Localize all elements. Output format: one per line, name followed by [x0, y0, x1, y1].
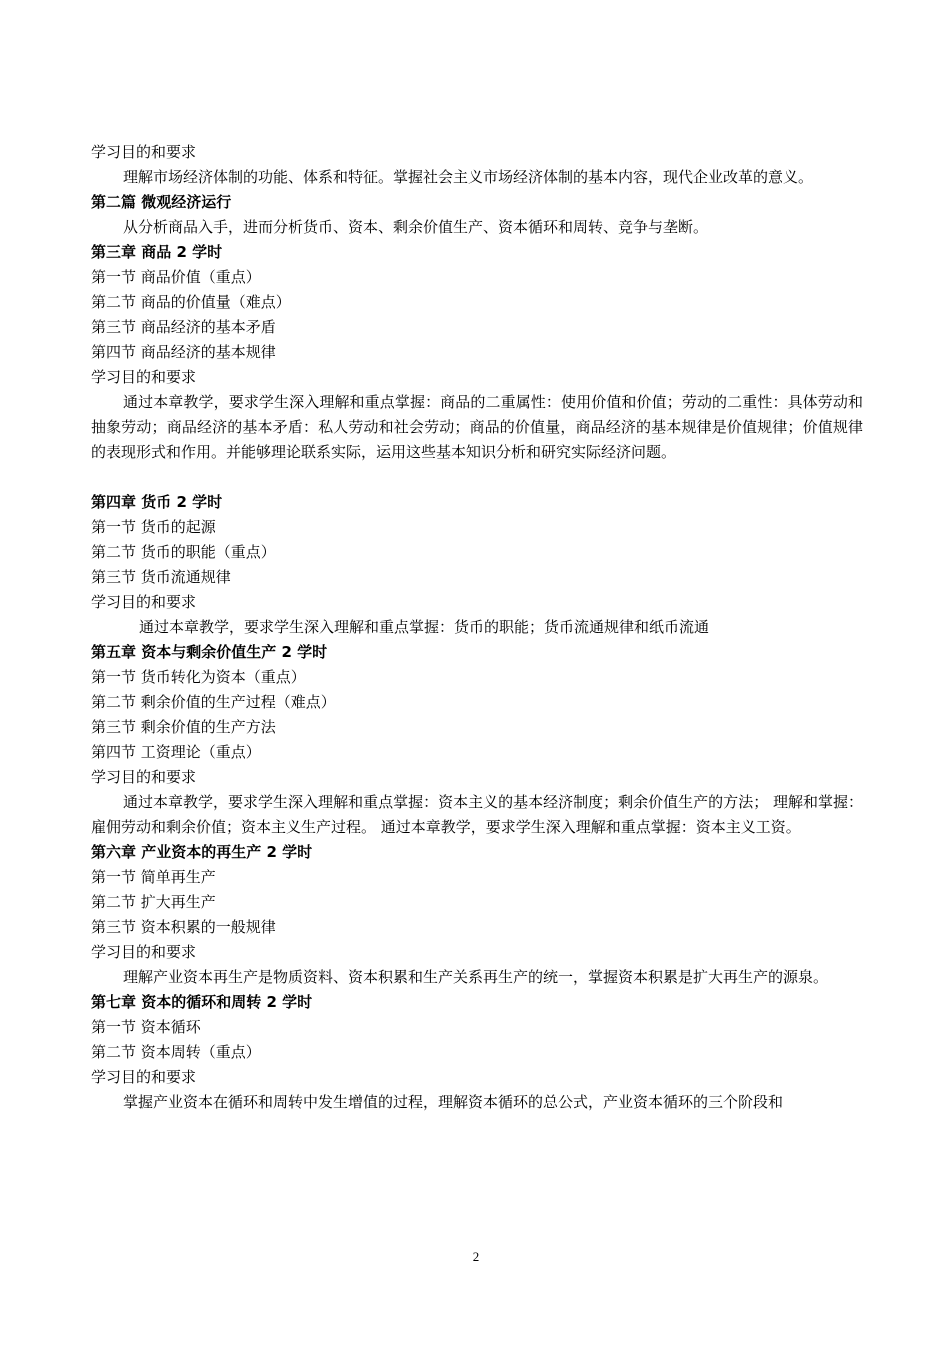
- section-item: 第二节 扩大再生产: [91, 893, 216, 911]
- goal-paragraph: 理解市场经济体制的功能、体系和特征。掌握社会主义市场经济体制的基本内容，现代企业改革的意义。: [123, 168, 814, 186]
- section-item: 第四节 工资理论（重点）: [91, 743, 261, 761]
- page-number: 2: [472, 1249, 480, 1264]
- goal-label: 学习目的和要求: [91, 768, 197, 786]
- section-item: 第三节 货币流通规律: [91, 568, 231, 586]
- section-item: 第二节 货币的职能（重点）: [91, 543, 276, 561]
- chapter-title: 第五章 资本与剩余价值生产 2 学时: [91, 643, 328, 661]
- section-item: 第一节 商品价值（重点）: [91, 268, 261, 286]
- part-title: 第二篇 微观经济运行: [91, 193, 232, 211]
- chapter-title: 第六章 产业资本的再生产 2 学时: [91, 843, 313, 861]
- blank-line: [91, 465, 863, 490]
- section-item: 第一节 资本循环: [91, 1018, 201, 1036]
- goal-paragraph: 理解产业资本再生产是物质资料、资本积累和生产关系再生产的统一，掌握资本积累是扩大再生产的源泉。: [123, 968, 829, 986]
- part-summary: 从分析商品入手，进而分析货币、资本、剩余价值生产、资本循环和周转、竞争与垄断。: [123, 218, 709, 236]
- goal-label: 学习目的和要求: [91, 593, 197, 611]
- section-item: 第一节 货币转化为资本（重点）: [91, 668, 306, 686]
- section-item: 第二节 资本周转（重点）: [91, 1043, 261, 1061]
- goal-label: 学习目的和要求: [91, 943, 197, 961]
- goal-label: 学习目的和要求: [91, 368, 197, 386]
- section-item: 第一节 简单再生产: [91, 868, 216, 886]
- chapter-title: 第三章 商品 2 学时: [91, 243, 223, 261]
- section-item: 第三节 剩余价值的生产方法: [91, 718, 276, 736]
- goal-paragraph: 通过本章教学，要求学生深入理解和重点掌握：货币的职能；货币流通规律和纸币流通: [139, 618, 710, 636]
- goal-paragraph: 通过本章教学，要求学生深入理解和重点掌握：资本主义的基本经济制度；剩余价值生产的方法； 理解和掌握：雇佣劳动和剩余价值；资本主义生产过程。 通过本章教学，要求学生深入理解和重点掌握：资本主义工资。: [91, 793, 863, 836]
- section-item: 第三节 商品经济的基本矛盾: [91, 318, 276, 336]
- chapter-title: 第七章 资本的循环和周转 2 学时: [91, 993, 313, 1011]
- page-body: [91, 140, 863, 1115]
- goal-paragraph: 通过本章教学，要求学生深入理解和重点掌握：商品的二重属性：使用价值和价值；劳动的二重性：具体劳动和抽象劳动；商品经济的基本矛盾：私人劳动和社会劳动；商品的价值量，商品经济的基本规律是价值规律；价值规律的表现形式和作用。并能够理论联系实际，运用这些基本知识分析和研究实际经济问题。: [91, 393, 863, 461]
- goal-label: 学习目的和要求: [91, 143, 197, 161]
- goal-paragraph: 掌握产业资本在循环和周转中发生增值的过程，理解资本循环的总公式，产业资本循环的三个阶段和: [123, 1093, 784, 1111]
- section-item: 第一节 货币的起源: [91, 518, 216, 536]
- chapter-title: 第四章 货币 2 学时: [91, 493, 223, 511]
- section-item: 第二节 商品的价值量（难点）: [91, 293, 291, 311]
- section-item: 第二节 剩余价值的生产过程（难点）: [91, 693, 336, 711]
- goal-label: 学习目的和要求: [91, 1068, 197, 1086]
- section-item: 第四节 商品经济的基本规律: [91, 343, 276, 361]
- section-item: 第三节 资本积累的一般规律: [91, 918, 276, 936]
